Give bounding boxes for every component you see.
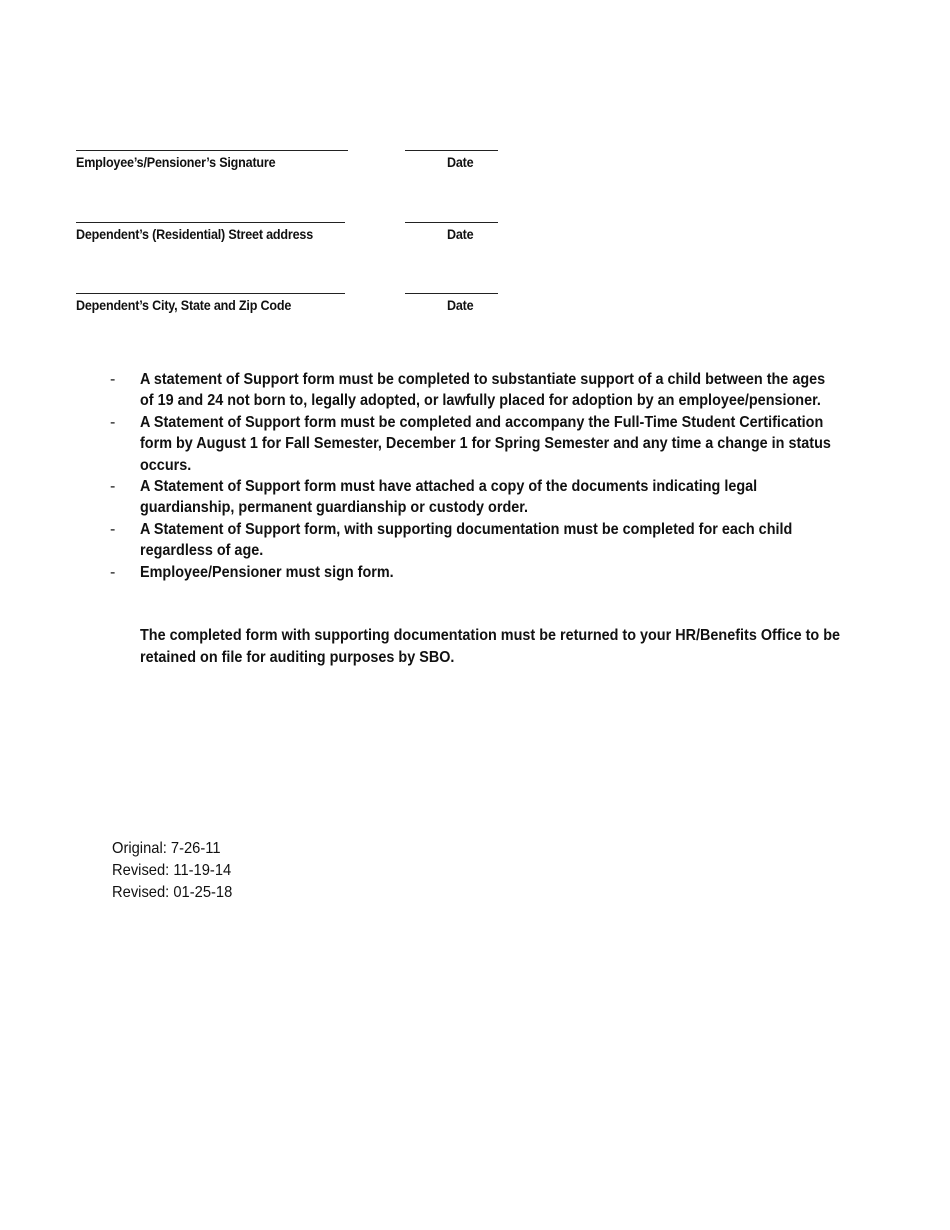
requirements-list bbox=[110, 369, 870, 583]
address-label: Dependent’s (Residential) Street address bbox=[76, 227, 313, 242]
signature-row-city-state-zip bbox=[76, 293, 516, 333]
date-label: Date bbox=[447, 155, 474, 170]
requirement-text: A Statement of Support form must be completed and accompany the Full-Time Student Certification form by August 1 for Fall Semester, December 1 for Spring Semester and any time a change in status occurs. bbox=[140, 413, 831, 474]
signature-line[interactable] bbox=[76, 150, 348, 151]
return-instructions: The completed form with supporting documentation must be returned to your HR/Benefits Office to be retained on file for auditing purposes by SBO. bbox=[140, 627, 841, 666]
list-item bbox=[110, 412, 870, 476]
requirement-text: Employee/Pensioner must sign form. bbox=[140, 563, 394, 581]
bullet-dash: - bbox=[110, 563, 116, 581]
revision-entry: Revised: 11-19-14 bbox=[112, 862, 232, 879]
list-item bbox=[110, 562, 870, 583]
date-line[interactable] bbox=[405, 293, 498, 294]
revision-history bbox=[112, 838, 232, 904]
requirement-text: A statement of Support form must be completed to substantiate support of a child between the ages of 19 and 24 not born to, legally adopted, or lawfully placed for adoption by an employee/pensioner. bbox=[140, 371, 826, 410]
signature-row-street-address bbox=[76, 222, 516, 262]
date-line[interactable] bbox=[405, 222, 498, 223]
bullet-dash: - bbox=[110, 413, 116, 431]
address-line[interactable] bbox=[76, 222, 345, 223]
requirement-text: A Statement of Support form must have attached a copy of the documents indicating legal guardianship, permanent guardianship or custody order. bbox=[140, 478, 758, 517]
signature-label: Employee’s/Pensioner’s Signature bbox=[76, 155, 276, 170]
date-label: Date bbox=[447, 298, 474, 313]
bullet-dash: - bbox=[110, 520, 116, 538]
requirement-text: A Statement of Support form, with supporting documentation must be completed for each child regardless of age. bbox=[140, 520, 793, 560]
date-label: Date bbox=[447, 227, 474, 242]
list-item bbox=[110, 476, 870, 519]
date-line[interactable] bbox=[405, 150, 498, 151]
revision-original: Original: 7-26-11 bbox=[112, 840, 221, 857]
bullet-dash: - bbox=[110, 371, 116, 388]
revision-entry: Revised: 01-25-18 bbox=[112, 884, 233, 901]
bullet-dash: - bbox=[110, 478, 116, 496]
city-state-zip-label: Dependent’s City, State and Zip Code bbox=[76, 298, 292, 313]
list-item bbox=[110, 519, 870, 562]
city-state-zip-line[interactable] bbox=[76, 293, 345, 294]
signature-row-employee bbox=[76, 150, 516, 190]
list-item bbox=[110, 369, 870, 412]
